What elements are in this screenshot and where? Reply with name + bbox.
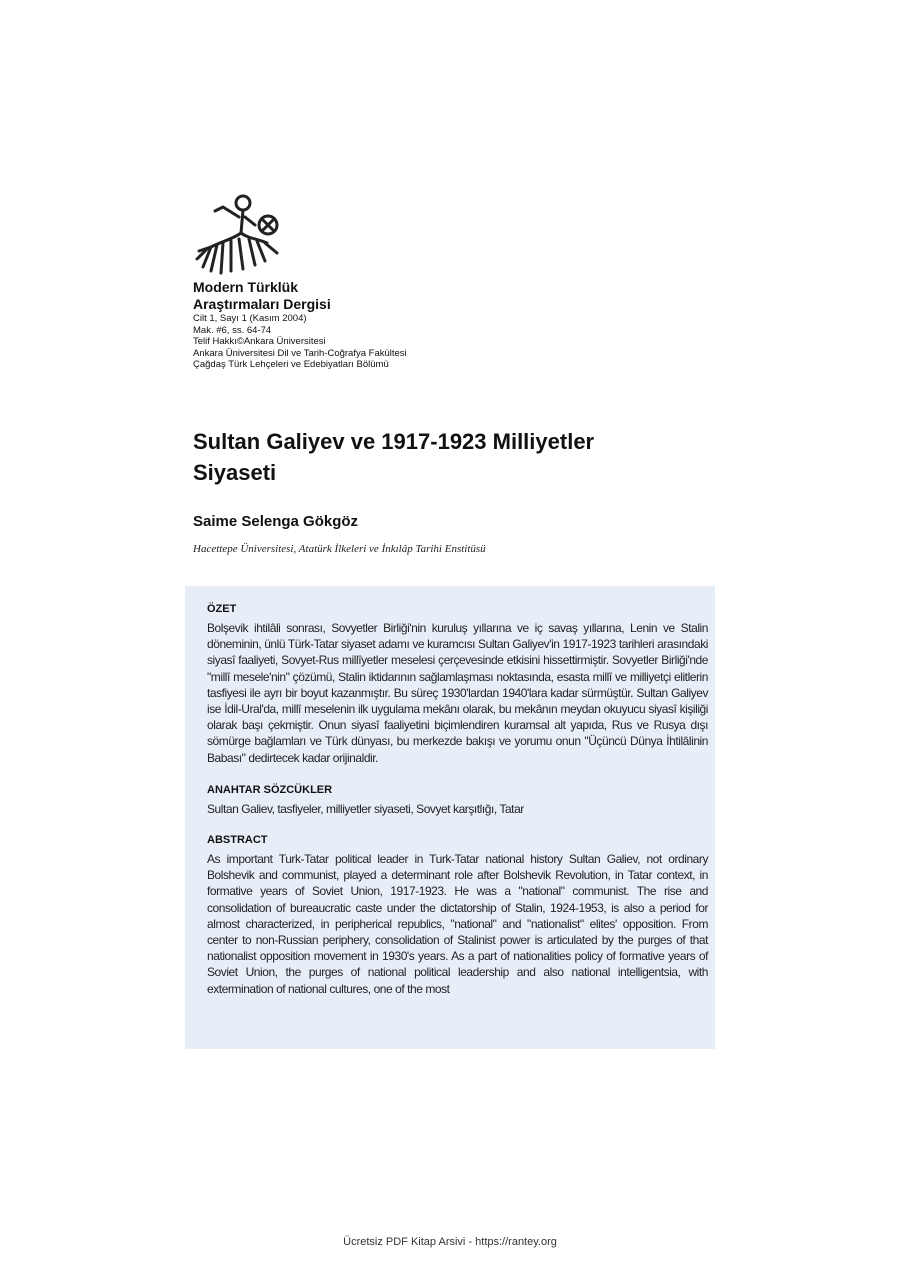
journal-logo: [193, 193, 285, 275]
article-title-line2: Siyaseti: [193, 460, 277, 485]
journal-department: Çağdaş Türk Lehçeleri ve Edebiyatları Bölümü: [193, 359, 389, 371]
journal-article-number: Mak. #6, ss. 64-74: [193, 324, 272, 336]
abstract-heading: ABSTRACT: [207, 834, 268, 847]
author-affiliation: Hacettepe Üniversitesi, Atatürk İlkeleri ve İnkılâp Tarihi Enstitüsü: [193, 543, 486, 555]
journal-name-line1: Modern Türklük: [193, 279, 299, 295]
article-title-line1: Sultan Galiyev ve 1917-1923 Milliyetler: [193, 429, 595, 454]
article-title: [193, 426, 713, 488]
footer-text: Ücretsiz PDF Kitap Arsivi - https://rantey.org: [343, 1236, 557, 1248]
abstract-body: As important Turk-Tatar political leader in Turk-Tatar national history Sultan Galiev, not ordinary Bolshevik and communist, played a determinant role after Bolshevik Revolution, in Tatar context, in formative years of Soviet Union, 1917-1923. He was a "national" communist. The rise and consolidation of bureaucratic caste under the dictatorship of Stalin, 1924-1953, is also a period for almost characterized, in peripherical republics, "national" and "nationalist" elites' opposition. From center to non-Russian periphery, consolidation of Stalinist power is articulated by the purges of that nationalist opposition movement in 1930's years. As a part of nationalities policy of formative years of Soviet Union, the purges of national political leadership and also national intelligentsia, with extermination of national cultures, one of the most: [207, 852, 708, 996]
journal-volume: Cilt 1, Sayı 1 (Kasım 2004): [193, 313, 307, 324]
ozet-body: Bolşevik ihtilâli sonrası, Sovyetler Birliği'nin kuruluş yıllarına ve iç savaş yıllarına, Lenin ve Stalin döneminin, ünlü Türk-Tatar siyaset adamı ve kuramcısı Sultan Galiyev'in 1917-1923 tarihleri arasındaki siyasî faaliyeti, Sovyet-Rus millîyetler meselesi çerçevesinde etkisini hissettirmiştir. Sovyetler Birliği'nde "millî mesele'nin" çözümü, Stalin iktidarının sağlamlaşması noktasında, esasta millî ve milliyetçi elitlerin tasfiyesi ile ayrı bir boyut kazanmıştır. Bu süreç 1930'lardan 1940'lara kadar sürmüştür. Sultan Galiyev ise İdil-Ural'da, millî meselenin ilk uygulama mekânı olarak, bu mekânın meydan okuyucu siyasî kişiliği olarak başı çekmiştir. Onun siyasî faaliyetini biçimlendiren kuramsal alt yapıda, Rus ve Rusya dışı sömürge bağlamları ve Türk dünyası, bu merkezde bakışı ve yorumu onun "Üçüncü Dünya İhtilâlinin Babası" dedirtecek kadar orijinaldir.: [207, 621, 708, 765]
journal-faculty: Ankara Üniversitesi Dil ve Tarih-Coğrafya Fakültesi: [193, 347, 407, 359]
abstract-box: [185, 586, 715, 1049]
author-name: Saime Selenga Gökgöz: [193, 513, 359, 530]
keywords-body: Sultan Galiev, tasfiyeler, milliyetler siyaseti, Sovyet karşıtlığı, Tatar: [207, 801, 524, 816]
journal-copyright: Telif Hakkı©Ankara Üniversitesi: [193, 336, 326, 348]
horse-rider-petroglyph-icon: [193, 193, 285, 275]
journal-info: [193, 279, 593, 371]
ozet-heading: ÖZET: [207, 603, 237, 615]
journal-name-line2: Araştırmaları Dergisi: [193, 296, 331, 312]
keywords-heading: ANAHTAR SÖZCÜKLER: [207, 783, 333, 796]
